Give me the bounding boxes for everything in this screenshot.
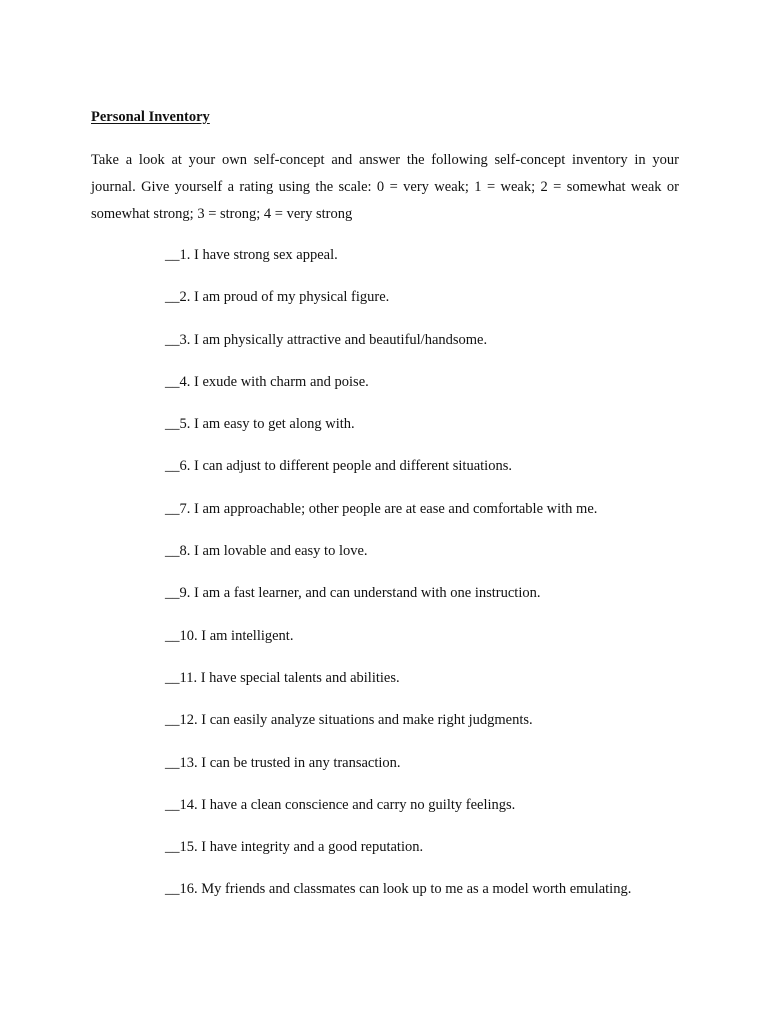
inventory-item: __2. I am proud of my physical figure. bbox=[165, 289, 390, 306]
inventory-item: __11. I have special talents and abilities. bbox=[165, 669, 400, 686]
inventory-item: __12. I can easily analyze situations and make right judgments. bbox=[165, 712, 533, 729]
inventory-item: __14. I have a clean conscience and carry no guilty feelings. bbox=[165, 796, 516, 813]
inventory-item: __5. I am easy to get along with. bbox=[165, 416, 355, 433]
inventory-item: __4. I exude with charm and poise. bbox=[165, 373, 369, 390]
inventory-item: __10. I am intelligent. bbox=[165, 627, 294, 644]
intro-paragraph: Take a look at your own self-concept and answer the following self-concept inventory in your journal. Give yourself a rating using the scale: 0 = very weak; 1 = weak; 2 = somewhat weak or somewhat strong; 3 = strong; 4 = very strong bbox=[91, 152, 679, 222]
inventory-item: __9. I am a fast learner, and can understand with one instruction. bbox=[165, 585, 541, 602]
inventory-item: __6. I can adjust to different people and different situations. bbox=[165, 458, 512, 475]
document-title: Personal Inventory bbox=[91, 109, 210, 125]
inventory-item: __15. I have integrity and a good reputation. bbox=[165, 839, 424, 856]
inventory-item: __7. I am approachable; other people are at ease and comfortable with me. bbox=[165, 500, 598, 517]
inventory-list bbox=[165, 244, 631, 921]
inventory-item: __8. I am lovable and easy to love. bbox=[165, 543, 368, 560]
inventory-item: __1. I have strong sex appeal. bbox=[165, 247, 338, 263]
inventory-item: __16. My friends and classmates can look up to me as a model worth emulating. bbox=[165, 881, 632, 898]
inventory-item: __3. I am physically attractive and beautiful/handsome. bbox=[165, 331, 488, 348]
inventory-item: __13. I can be trusted in any transaction. bbox=[165, 754, 401, 771]
